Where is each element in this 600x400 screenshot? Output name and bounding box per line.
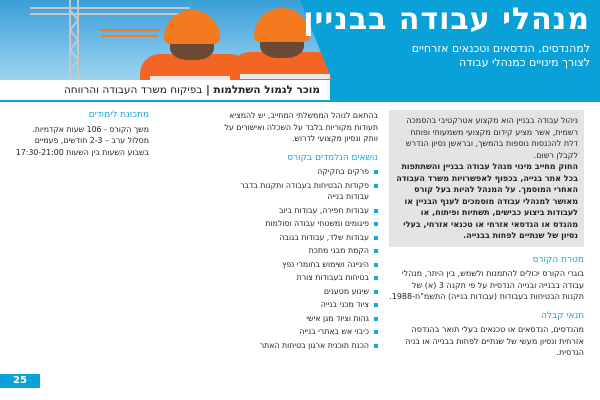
prereq-text: מהנדסים, הנדסאים או טכנאים בעלי תואר בהנדסה אזרחית ונסיון מעשי של שנתיים לפחות בבנייה או בניה הנדסית.: [405, 325, 584, 357]
list-item: ציוד מכני בנייה: [223, 299, 378, 311]
page-title: מנהלי עבודה בבניין: [303, 2, 590, 37]
section-title-bold: מוכר לגמול השתלמות: [213, 84, 320, 96]
intro-paragraph-1: ניהול עבודה בבניין הוא מקצוע אטרקטיבי בהסמכה רשמית, אשר מציע קידום מקצועי משמעותי ופותח דלת להכנסות נוספות בהמשך, ובראשן נסיון הנדרש לקבלן רשום.: [405, 116, 578, 160]
list-item: בטיחות בעבודות צורת: [223, 272, 378, 284]
list-item: היגיינה ושימוש בחומרי נפץ: [223, 259, 378, 271]
schedule-heading: מתכונת לימודים: [88, 110, 149, 120]
page-subtitle: [412, 42, 590, 70]
intro-box: [389, 110, 584, 247]
subtitle-line-1: למהנדסים, הנדסאים וטכנאים אזרחיים: [411, 42, 590, 55]
section-separator: |: [202, 84, 214, 96]
list-item: פיגומים ומשטחי עבודה וסולמות: [223, 218, 378, 230]
list-item: הקמת מבני מתכת: [223, 245, 378, 257]
list-item: עבודות חפירה, עבודות ביוב: [223, 205, 378, 217]
list-item: פקודות הבטיחות בעבודה ותקנות בדבר עבודות בנייה: [223, 180, 378, 203]
schedule-column: [14, 110, 149, 158]
list-item: הכנת תוכנית ארגון בטיחות האתר: [223, 340, 378, 352]
intro-paragraph-2: החוק מחייב מינוי מנהל עבודה בבניין והשתתפות בכל אתר בנייה, בכפוף לאפשרויות משרד העבודה האחרי המוסמך. על המנהל להיות בעל קורס מאושר למנהלי עבודה מוסמכים לענף הבניין או לעבודות ביצוע כבישים, תשתיות ופיתוח, או מהנדס או הנדסאי אזרחי או טכנאי אזרחי, בעלי נסיון של שנתיים לפחות בבנייה.: [396, 162, 578, 240]
goal-heading: מטרת הקורס: [532, 254, 584, 265]
hard-hat-icon: [164, 10, 220, 44]
schedule-frequency: מסלול ערב – 2-3 חודשים, פעמיים בשבוע השעות בין השעות 17:30-21:00: [15, 136, 149, 157]
schedule-duration: משך הקורס - 106 שעות אקדמיות.: [32, 124, 149, 134]
mid-intro: בהתאם לנוהל הממשלתי המחייב, יש להמציא תעודות מקוריות בלבד על השכלה ואישורים על וותק ונסיון מקצועי לדרוש.: [224, 111, 378, 143]
topics-list: [223, 166, 378, 351]
intro-column: [389, 110, 584, 359]
topics-heading: נושאים הנלמדים בקורס: [287, 152, 378, 163]
prereq-heading: תנאי קבלה: [541, 310, 584, 321]
page-number: 25: [0, 374, 40, 388]
list-item: פרקים בחקיקה: [223, 166, 378, 178]
section-title: [0, 80, 330, 100]
topics-column: [223, 110, 378, 353]
goal-text: בוגרי הקורס יכולים להתמנות ולשמש, בין היתר, מנהלי עבודה בבנייה ובנייה הנדסית על פי תקנה 3 (א) של תקנות הבטיחות בעבודות (עבודות בנייה) התשמ"ח-1988.: [389, 269, 584, 301]
section-title-light: בפיקוח משרד העבודה והרווחה: [63, 84, 203, 96]
subtitle-line-2: לצורך מינויים כמנהלי עבודה: [459, 56, 590, 69]
list-item: עבודות שלד, עבודות בגובה: [223, 232, 378, 244]
list-item: שינוע מטענים: [223, 286, 378, 298]
list-item: גהות וציוד מגן אישי: [223, 313, 378, 325]
list-item: כיבוי אש באתרי בנייה: [223, 326, 378, 338]
